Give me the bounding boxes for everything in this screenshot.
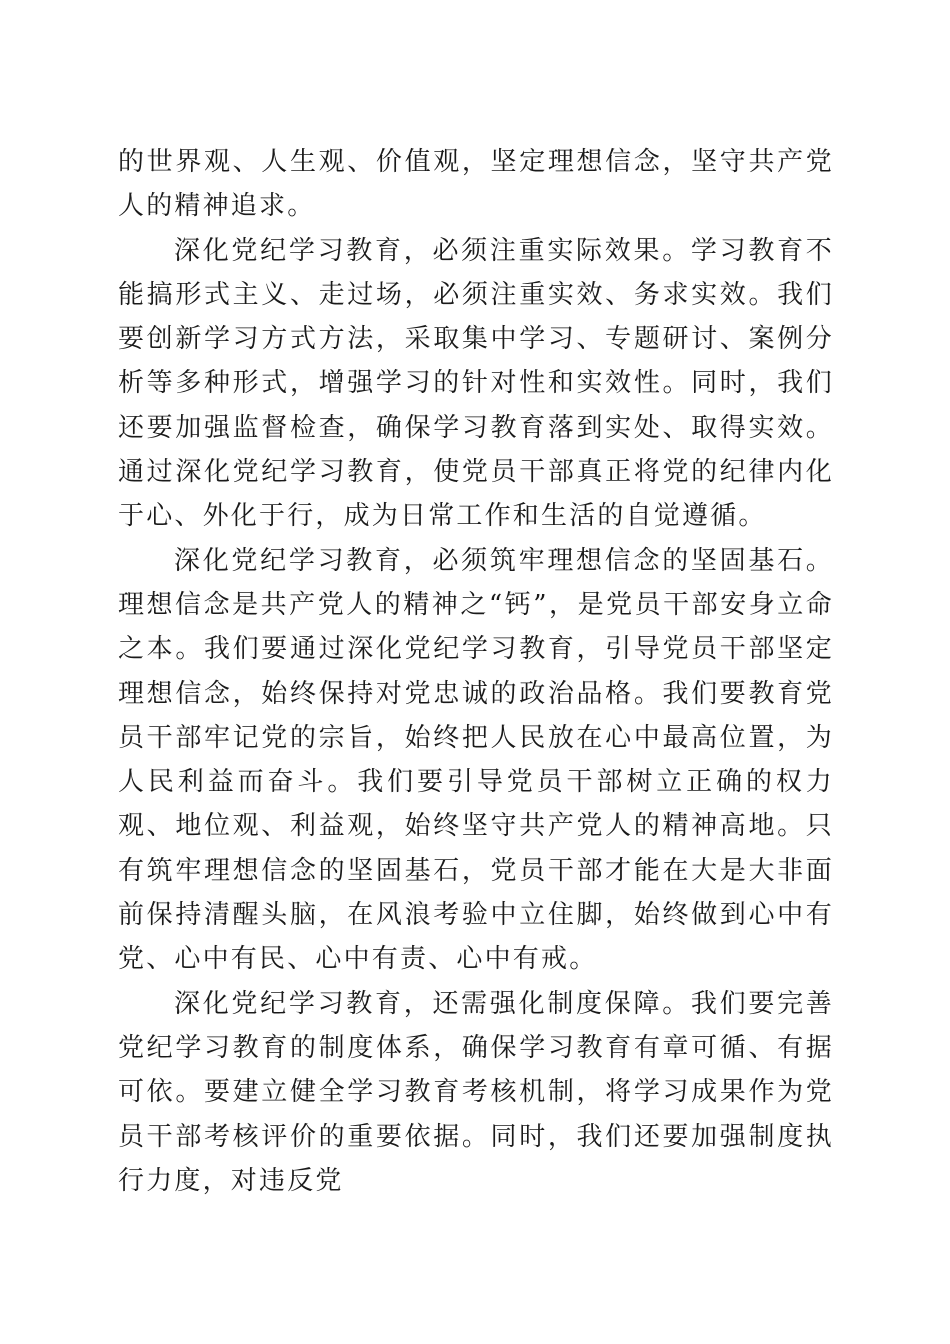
paragraph-3: 深化党纪学习教育，必须筑牢理想信念的坚固基石。理想信念是共产党人的精神之“钙”，是党员干部安身立命之本。我们要通过深化党纪学习教育，引导党员干部坚定理想信念，始终保持对党忠诚的政治品格。我们要教育党员干部牢记党的宗旨，始终把人民放在心中最高位置，为人民利益而奋斗。我们要引导党员干部树立正确的权力观、地位观、利益观，始终坚守共产党人的精神高地。只有筑牢理想信念的坚固基石，党员干部才能在大是大非面前保持清醒头脑，在风浪考验中立住脚，始终做到心中有党、心中有民、心中有责、心中有戒。 xyxy=(118,545,834,975)
paragraph-4: 深化党纪学习教育，还需强化制度保障。我们要完善党纪学习教育的制度体系，确保学习教育有章可循、有据可依。要建立健全学习教育考核机制，将学习成果作为党员干部考核评价的重要依据。同时，我们还要加强制度执行力度，对违反党 xyxy=(118,988,834,1196)
paragraph-2: 深化党纪学习教育，必须注重实际效果。学习教育不能搞形式主义、走过场，必须注重实效、务求实效。我们要创新学习方式方法，采取集中学习、专题研讨、案例分析等多种形式，增强学习的针对性和实效性。同时，我们还要加强监督检查，确保学习教育落到实处、取得实效。通过深化党纪学习教育，使党员干部真正将党的纪律内化于心、外化于行，成为日常工作和生活的自觉遵循。 xyxy=(118,235,834,532)
paragraph-1: 的世界观、人生观、价值观，坚定理想信念，坚守共产党人的精神追求。 xyxy=(118,147,834,222)
body-text xyxy=(118,140,834,1203)
